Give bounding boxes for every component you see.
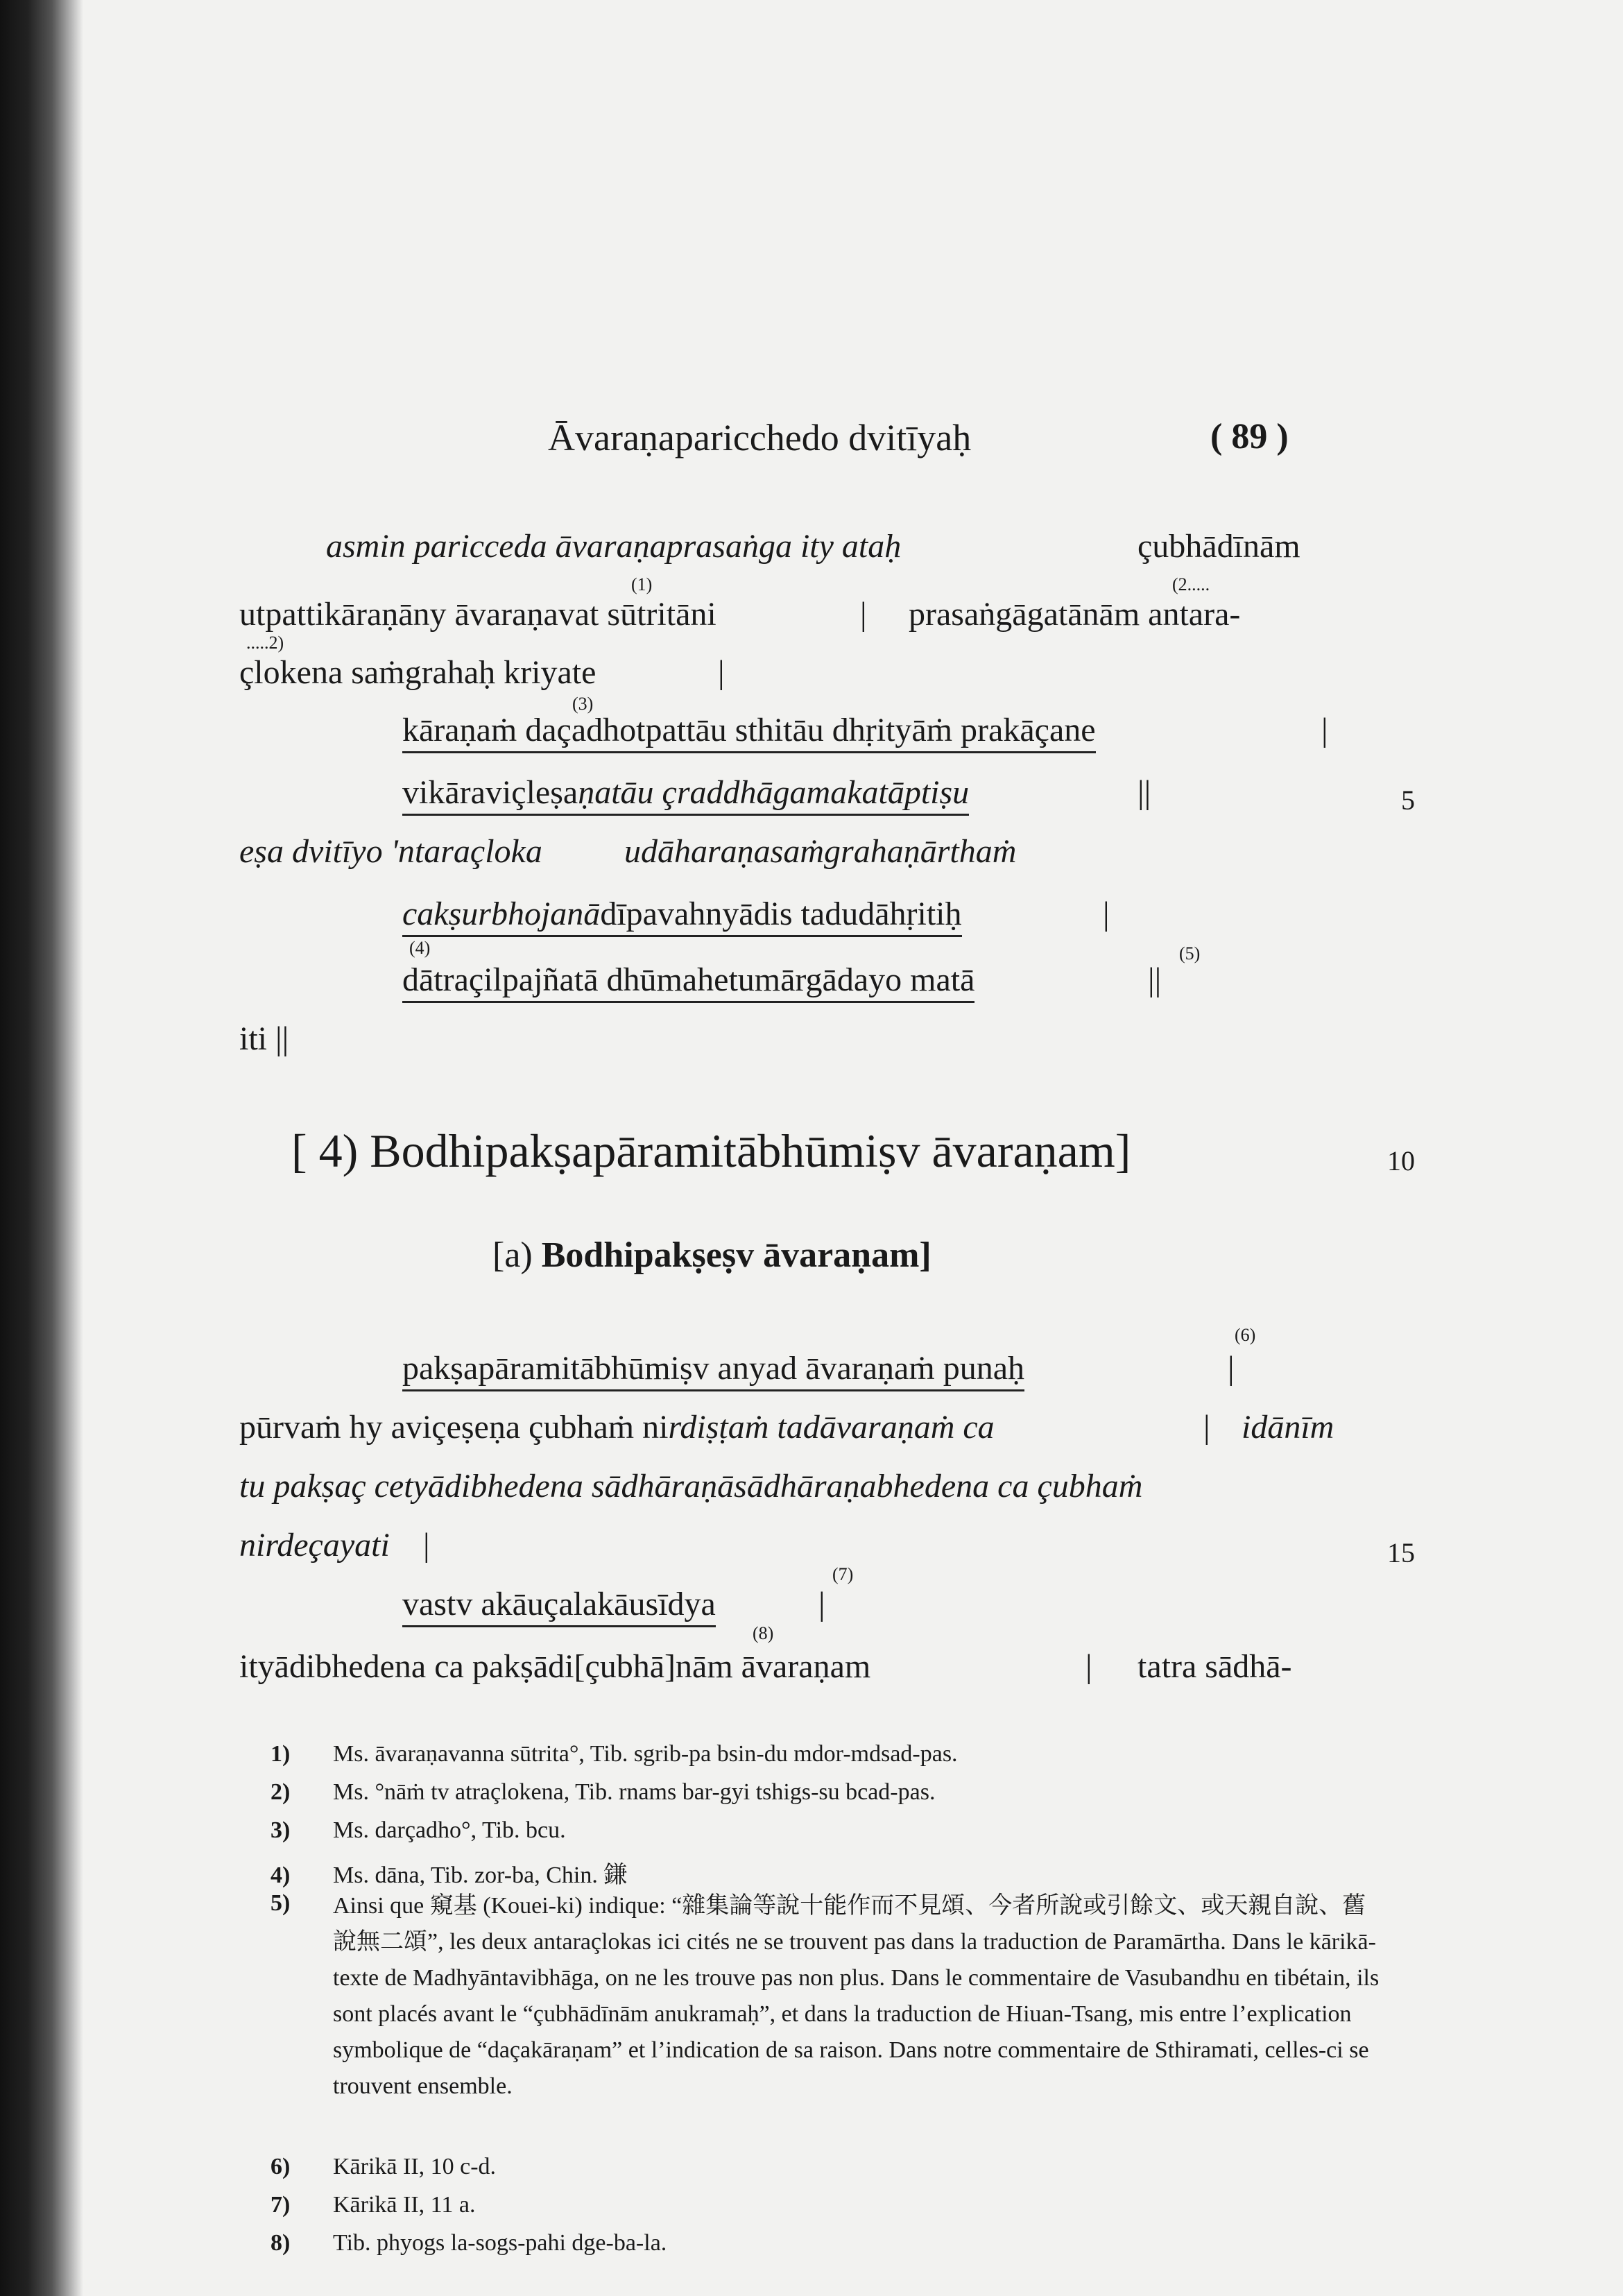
subsection-marker: [a) (492, 1235, 533, 1275)
footnote-3 (270, 1817, 566, 1844)
line-5c: idānīm (1242, 1409, 1334, 1446)
verse-4b: dīpavahnyādis tadudāhṛitiḥ (600, 896, 962, 932)
subsection-heading-a (492, 1235, 931, 1276)
footnote-4-number: 4) (270, 1862, 291, 1888)
verse-6-bar: | (1228, 1350, 1235, 1387)
note-ref-8: (8) (753, 1623, 774, 1643)
book-binding-shadow (0, 0, 83, 2296)
line-5b: rdiṣṭaṁ tadāvaraṇaṁ ca (668, 1409, 995, 1446)
verse-1-bar: | (1321, 712, 1328, 748)
footnote-4-text: Ms. dāna, Tib. zor-ba, Chin. 鎌 (333, 1862, 628, 1888)
line-6: tu pakṣaç cetyādibhedena sādhāraṇāsādhāraṇabhedena ca çubhaṁ (239, 1468, 1143, 1505)
verse-2-dbar: || (1137, 774, 1151, 811)
line-5-bar: | (1203, 1409, 1210, 1446)
footnote-6 (270, 2154, 496, 2180)
verse-1-text: kāraṇaṁ daçadhotpattāu sthitāu dhṛityāṁ prakāçane (402, 712, 1096, 753)
footnote-8-number: 8) (270, 2230, 291, 2256)
line-1a: asmin paricceda āvaraṇaprasaṅga ity ataḥ (326, 528, 902, 565)
verse-6-text: pakṣapāramitābhūmiṣv anyad āvaraṇaṁ punaḥ (402, 1350, 1024, 1391)
running-header: Āvaraṇaparicchedo dvitīyaḥ (548, 417, 972, 459)
line-7: nirdeçayati (239, 1527, 390, 1563)
verse-4-bar: | (1103, 896, 1110, 932)
note-ref-2-end: .....2) (246, 633, 284, 653)
note-ref-2: (2..... (1172, 574, 1210, 594)
verse-7-bar: | (818, 1586, 825, 1622)
footnote-2-text: Ms. °nāṁ tv atraçlokena, Tib. rnams bar-gyi tshigs-su bcad-pas. (333, 1779, 936, 1805)
footnote-1-text: Ms. āvaraṇavanna sūtrita°, Tib. sgrib-pa bsin-du mdor-mdsad-pas. (333, 1741, 958, 1767)
verse-5-text: dātraçilpajñatā dhūmahetumārgādayo matā (402, 961, 974, 1003)
verse-4a: cakṣurbhojanā (402, 896, 601, 932)
footnote-6-number: 6) (270, 2154, 291, 2179)
note-ref-3: (3) (572, 694, 594, 714)
line-number-10: 10 (1387, 1145, 1415, 1176)
line-2b: prasaṅgāgatānām antara- (909, 596, 1241, 633)
line-number-15: 15 (1387, 1537, 1415, 1568)
verse-2 (402, 773, 969, 812)
verse-5 (402, 961, 974, 999)
note-ref-4: (4) (409, 938, 431, 958)
footnote-4 (270, 1856, 627, 1890)
line-3: çlokena saṁgrahaḥ kriyate (239, 654, 596, 691)
line-8-bar: | (1085, 1648, 1092, 1685)
footnote-7-text: Kārikā II, 11 a. (333, 2192, 476, 2218)
page-number: ( 89 ) (1210, 417, 1289, 456)
line-8b: tatra sādhā- (1137, 1648, 1292, 1685)
footnote-3-number: 3) (270, 1817, 291, 1843)
note-ref-7: (7) (832, 1564, 854, 1584)
line-1b: çubhādīnām (1137, 528, 1300, 565)
line-2-bar: | (860, 596, 867, 633)
line-7-bar: | (423, 1527, 430, 1563)
verse-4 (402, 895, 962, 933)
footnote-3-text: Ms. darçadho°, Tib. bcu. (333, 1817, 566, 1843)
verse-6 (402, 1349, 1024, 1387)
verse-3a: eṣa dvitīyo 'ntaraçloka (239, 833, 542, 870)
subsection-title: Bodhipakṣeṣv āvaraṇam] (541, 1235, 931, 1275)
line-8a: ityādibhedena ca pakṣādi[çubhā]nām āvaraṇam (239, 1648, 871, 1685)
footnote-2 (270, 1779, 935, 1806)
verse-3b: udāharaṇasaṁgrahaṇārthaṁ (624, 833, 1017, 870)
line-iti: iti || (239, 1020, 289, 1057)
footnote-2-number: 2) (270, 1779, 291, 1805)
verse-5-dbar: || (1148, 961, 1162, 998)
note-ref-6: (6) (1235, 1325, 1256, 1345)
footnote-1 (270, 1741, 958, 1767)
footnote-7-number: 7) (270, 2192, 291, 2218)
line-number-5: 5 (1401, 785, 1415, 816)
line-5a: pūrvaṁ hy aviçeṣeṇa çubhaṁ ni (239, 1409, 669, 1446)
verse-7-text: vastv akāuçalakāusīdya (402, 1586, 716, 1627)
verse-2a: vikāraviçleṣa (402, 774, 578, 811)
footnote-5-number: 5) (270, 1890, 291, 1916)
footnote-6-text: Kārikā II, 10 c-d. (333, 2154, 497, 2179)
footnote-7 (270, 2192, 475, 2218)
line-3-bar: | (718, 654, 725, 691)
verse-2b: ṇatāu çraddhāgamakatāptiṣu (578, 774, 970, 811)
footnote-5-text: Ainsi que 窺基 (Kouei-ki) indique: “雜集論等說十能作而不見頌、今者所說或引餘文、或天親自說、舊說無二頌”, les deux antaraçlokas ici cités ne se trouvent pas dans la traduction de Paramārtha. Dans le kārikā-texte de Madhyāntavibhāga, on ne les trouve pas non plus. Dans le commentaire de Vasubandhu en tibétain, ils sont placés avant le “çubhādīnām anukramaḥ”, et dans la traduction de Hiuan-Tsang, mis entre l’explication symbolique de “daçakāraṇam” et l’indication de sa raison. Dans notre commentaire de Sthiramati, celles-ci se trouvent ensemble. (333, 1893, 1380, 2099)
footnote-5-number-row (270, 1890, 333, 1917)
line-5 (239, 1408, 995, 1446)
section-heading-4: [ 4) Bodhipakṣapāramitābhūmiṣv āvaraṇam] (291, 1124, 1131, 1177)
verse-1 (402, 711, 1096, 749)
footnote-8 (270, 2230, 667, 2256)
footnote-8-text: Tib. phyogs la-sogs-pahi dge-ba-la. (333, 2230, 667, 2256)
verse-7 (402, 1585, 716, 1623)
footnote-1-number: 1) (270, 1741, 291, 1767)
line-2a: utpattikāraṇāny āvaraṇavat sūtritāni (239, 596, 716, 633)
note-ref-1: (1) (631, 574, 653, 594)
note-ref-5: (5) (1179, 943, 1201, 963)
